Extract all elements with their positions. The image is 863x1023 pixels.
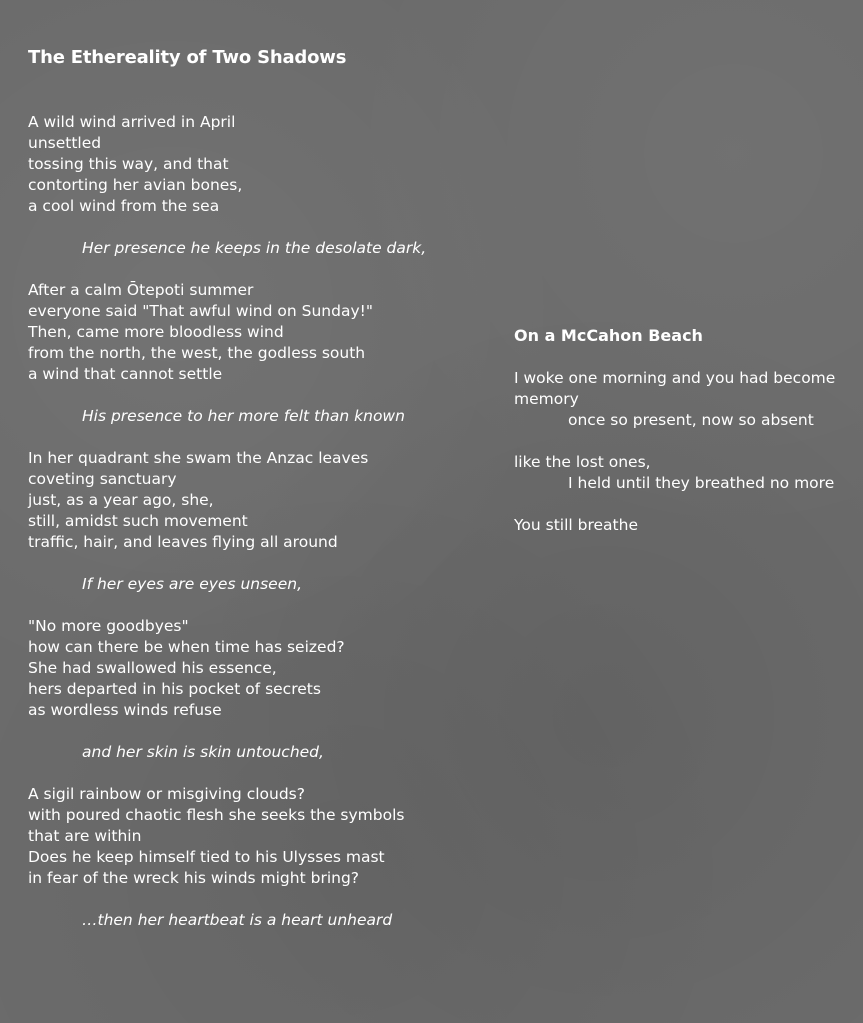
stanza-1 (28, 112, 468, 217)
poem-line: still, amidst such movement (28, 512, 248, 530)
poem-line: tossing this way, and that (28, 155, 229, 173)
poem-line: A sigil rainbow or misgiving clouds? (28, 785, 305, 803)
poem-line: a cool wind from the sea (28, 197, 220, 215)
poem-line: She had swallowed his essence, (28, 659, 277, 677)
poem-title: The Ethereality of Two Shadows (28, 47, 347, 68)
poem-line: unsettled (28, 134, 102, 152)
poem-line: everyone said "That awful wind on Sunday!" (28, 302, 373, 320)
poem-line: in fear of the wreck his winds might bring? (28, 869, 360, 887)
poem-line: Does he keep himself tied to his Ulysses mast (28, 848, 385, 866)
refrain-line: If her eyes are eyes unseen, (82, 575, 302, 593)
poem-ethereality-of-two-shadows (28, 46, 468, 931)
stanza-4 (28, 616, 468, 721)
poem-line: A wild wind arrived in April (28, 113, 236, 131)
poem-line: a wind that cannot settle (28, 365, 223, 383)
stanza-5 (28, 784, 468, 889)
poem-line: I woke one morning and you had become (514, 369, 836, 387)
poem-line: You still breathe (514, 516, 638, 534)
poem-line: like the lost ones, (514, 453, 651, 471)
poem-line: coveting sanctuary (28, 470, 177, 488)
stanza-2 (28, 280, 468, 385)
refrain-line: Her presence he keeps in the desolate dark, (82, 239, 427, 257)
poem-title: On a McCahon Beach (514, 326, 703, 345)
poem-line: with poured chaotic flesh she seeks the symbols (28, 806, 405, 824)
poem-line: traffic, hair, and leaves flying all around (28, 533, 338, 551)
stanza-3 (28, 448, 468, 553)
poem-on-a-mccahon-beach (514, 325, 854, 536)
poem-line: hers departed in his pocket of secrets (28, 680, 321, 698)
poem-line: memory (514, 390, 579, 408)
poem-line: just, as a year ago, she, (28, 491, 214, 509)
poem-line: "No more goodbyes" (28, 617, 189, 635)
refrain-line: …then her heartbeat is a heart unheard (82, 911, 393, 929)
poem-line: Then, came more bloodless wind (28, 323, 284, 341)
poem-line: that are within (28, 827, 142, 845)
poem-line: once so present, now so absent (568, 411, 814, 429)
refrain-line: and her skin is skin untouched, (82, 743, 324, 761)
poem-line: After a calm Ōtepoti summer (28, 281, 254, 299)
poem-line: contorting her avian bones, (28, 176, 243, 194)
poem-line: as wordless winds refuse (28, 701, 222, 719)
poem-line: In her quadrant she swam the Anzac leaves (28, 449, 369, 467)
refrain-line: His presence to her more felt than known (82, 407, 405, 425)
poem-line: I held until they breathed no more (568, 474, 835, 492)
poem-line: how can there be when time has seized? (28, 638, 345, 656)
poem-line: from the north, the west, the godless south (28, 344, 366, 362)
